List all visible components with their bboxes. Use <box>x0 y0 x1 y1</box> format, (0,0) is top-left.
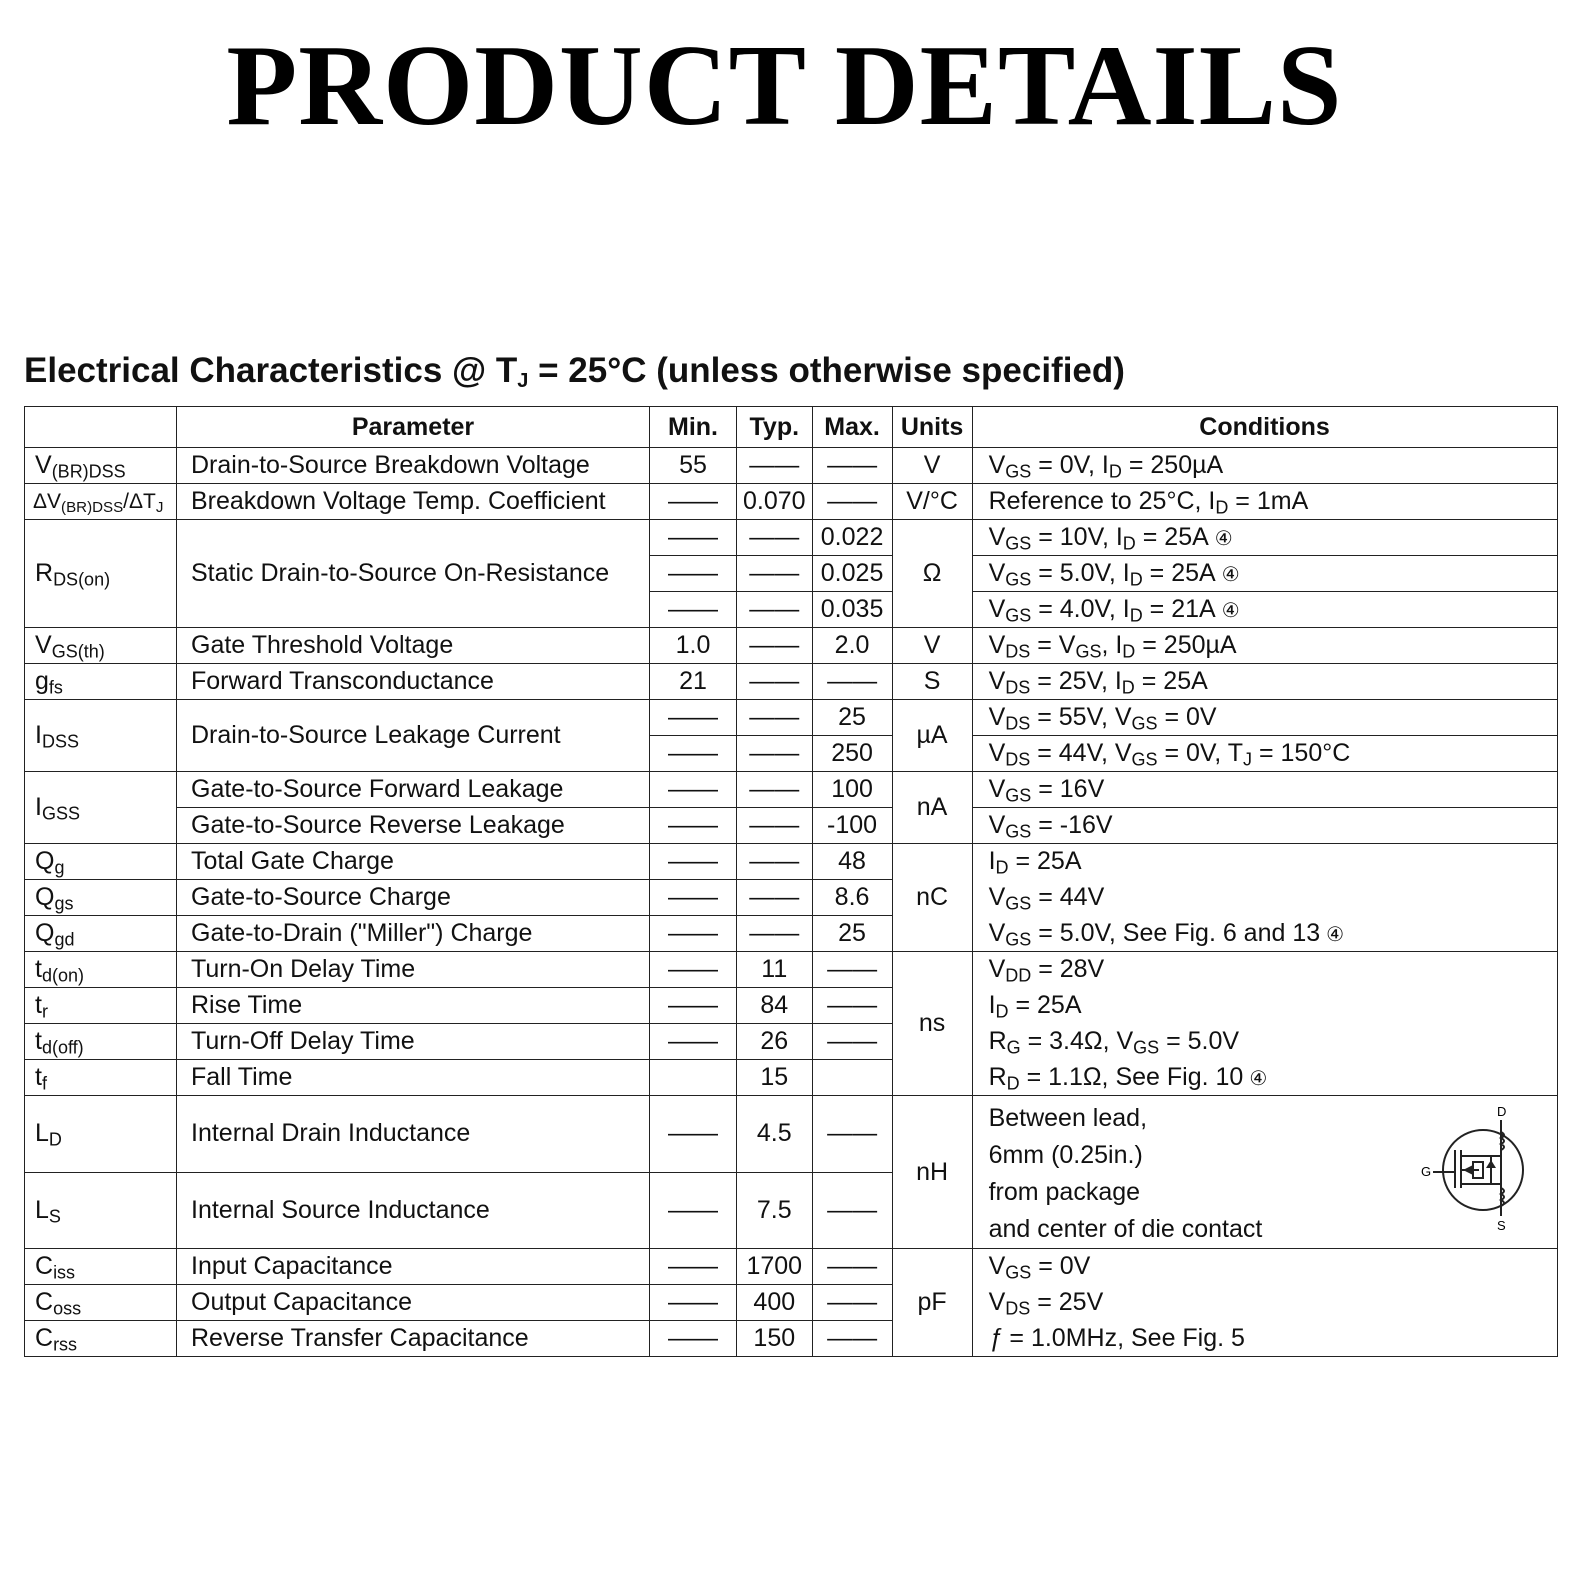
max-cell <box>812 1060 892 1096</box>
header-min: Min. <box>650 407 737 448</box>
conditions-cell: $I_D = 25A$ <box>972 844 1557 880</box>
table-row <box>25 844 1558 880</box>
parameter-cell: Gate-to-Drain ("Miller") Charge <box>177 916 650 952</box>
max-cell: 8.6 <box>812 880 892 916</box>
max-cell: —— <box>812 1285 892 1321</box>
drain-label: D <box>1496 1104 1506 1119</box>
source-label: S <box>1496 1218 1506 1232</box>
conditions-cell: $I_D = 25A$ <box>972 988 1557 1024</box>
typ-cell: —— <box>737 700 813 736</box>
table-row <box>25 520 1558 556</box>
parameter-cell: Drain-to-Source Leakage Current <box>177 700 650 772</box>
symbol-cell: $V_{(BR)DSS}$ <box>25 448 177 484</box>
symbol-cell: $C_{iss}$ <box>25 1249 177 1285</box>
min-cell: 55 <box>650 448 737 484</box>
typ-cell: —— <box>737 916 813 952</box>
units-cell: V <box>892 448 972 484</box>
symbol-cell: $t_f$ <box>25 1060 177 1096</box>
conditions-cell: $V_{DS} = V_{GS}$, $I_D = 250\mu A$ <box>972 628 1557 664</box>
symbol-cell: $C_{rss}$ <box>25 1321 177 1357</box>
conditions-cell: $R_D = 1.1\Omega$, See Fig. 10 ④ <box>972 1060 1557 1096</box>
min-cell: —— <box>650 988 737 1024</box>
table-row <box>25 700 1558 736</box>
symbol-cell: $t_{d(off)}$ <box>25 1024 177 1060</box>
parameter-cell: Breakdown Voltage Temp. Coefficient <box>177 484 650 520</box>
max-cell: 48 <box>812 844 892 880</box>
units-cell: nC <box>892 844 972 952</box>
conditions-cell: $V_{GS} = -16V$ <box>972 808 1557 844</box>
symbol-cell: $I_{DSS}$ <box>25 700 177 772</box>
units-cell: V/°C <box>892 484 972 520</box>
conditions-cell: $V_{GS} = 16V$ <box>972 772 1557 808</box>
typ-cell: 0.070 <box>737 484 813 520</box>
parameter-cell: Gate-to-Source Charge <box>177 880 650 916</box>
units-cell: µA <box>892 700 972 772</box>
parameter-cell: Gate Threshold Voltage <box>177 628 650 664</box>
symbol-cell: $I_{GSS}$ <box>25 772 177 844</box>
typ-cell: —— <box>737 664 813 700</box>
parameter-cell: Forward Transconductance <box>177 664 650 700</box>
table-row <box>25 628 1558 664</box>
max-cell: 0.035 <box>812 592 892 628</box>
max-cell: —— <box>812 484 892 520</box>
min-cell: —— <box>650 1172 737 1249</box>
max-cell: —— <box>812 448 892 484</box>
conditions-cell: $V_{GS} = 0V$ <box>972 1249 1557 1285</box>
conditions-cell: $V_{GS} = 44V$ <box>972 880 1557 916</box>
table-row <box>25 880 1558 916</box>
typ-cell: —— <box>737 556 813 592</box>
symbol-cell: $C_{oss}$ <box>25 1285 177 1321</box>
symbol-cell: $L_S$ <box>25 1172 177 1249</box>
condition-line: from package <box>988 1178 1141 1206</box>
typ-cell: —— <box>737 448 813 484</box>
max-cell: —— <box>812 1172 892 1249</box>
header-max: Max. <box>812 407 892 448</box>
symbol-cell: $Q_g$ <box>25 844 177 880</box>
max-cell: —— <box>812 1321 892 1357</box>
typ-cell: 15 <box>737 1060 813 1096</box>
typ-cell: 11 <box>737 952 813 988</box>
header-conditions: Conditions <box>972 407 1557 448</box>
units-cell: nH <box>892 1096 972 1249</box>
conditions-cell: $V_{GS} = 5.0V$, $I_D = 25A$ ④ <box>972 556 1557 592</box>
typ-cell: 4.5 <box>737 1096 813 1173</box>
min-cell <box>650 1060 737 1096</box>
table-row <box>25 1024 1558 1060</box>
min-cell: —— <box>650 952 737 988</box>
typ-cell: 1700 <box>737 1249 813 1285</box>
table-row <box>25 1096 1558 1173</box>
typ-cell: —— <box>737 736 813 772</box>
table-row <box>25 1249 1558 1285</box>
table-row <box>25 772 1558 808</box>
typ-cell: —— <box>737 592 813 628</box>
max-cell: —— <box>812 988 892 1024</box>
typ-cell: —— <box>737 844 813 880</box>
condition-line: 6mm (0.25in.) <box>988 1141 1143 1169</box>
conditions-cell: ƒ = 1.0MHz, See Fig. 5 <box>972 1321 1557 1357</box>
section-title: Electrical Characteristics @ $T_J = 25^\circ C$ (unless otherwise specified) <box>24 351 1125 392</box>
symbol-cell: $t_{d(on)}$ <box>25 952 177 988</box>
condition-line: Between lead, <box>988 1104 1148 1132</box>
max-cell: 2.0 <box>812 628 892 664</box>
typ-cell: 150 <box>737 1321 813 1357</box>
max-cell: 25 <box>812 916 892 952</box>
typ-cell: 84 <box>737 988 813 1024</box>
parameter-cell: Internal Source Inductance <box>177 1172 650 1249</box>
conditions-cell <box>972 1096 1557 1249</box>
min-cell: —— <box>650 736 737 772</box>
conditions-cell: $V_{DS} = 44V$, $V_{GS} = 0V$, $T_J = 150^\circ C$ <box>972 736 1557 772</box>
parameter-cell: Static Drain-to-Source On-Resistance <box>177 520 650 628</box>
parameter-cell: Drain-to-Source Breakdown Voltage <box>177 448 650 484</box>
symbol-cell: $V_{GS(th)}$ <box>25 628 177 664</box>
header-typ: Typ. <box>737 407 813 448</box>
typ-cell: —— <box>737 880 813 916</box>
units-cell: Ω <box>892 520 972 628</box>
symbol-cell: $L_D$ <box>25 1096 177 1173</box>
typ-cell: 7.5 <box>737 1172 813 1249</box>
header-symbol <box>25 407 177 448</box>
units-cell: V <box>892 628 972 664</box>
conditions-cell: $V_{DS} = 25V$, $I_D = 25A$ <box>972 664 1557 700</box>
parameter-cell: Output Capacitance <box>177 1285 650 1321</box>
mosfet-symbol-icon <box>1419 1104 1529 1232</box>
min-cell: —— <box>650 1096 737 1173</box>
max-cell: —— <box>812 1096 892 1173</box>
parameter-cell: Gate-to-Source Forward Leakage <box>177 772 650 808</box>
units-cell: pF <box>892 1249 972 1357</box>
min-cell: —— <box>650 1321 737 1357</box>
symbol-cell: $Q_{gs}$ <box>25 880 177 916</box>
table-row <box>25 808 1558 844</box>
table-row <box>25 988 1558 1024</box>
parameter-cell: Turn-On Delay Time <box>177 952 650 988</box>
max-cell: —— <box>812 664 892 700</box>
parameter-cell: Gate-to-Source Reverse Leakage <box>177 808 650 844</box>
min-cell: —— <box>650 1024 737 1060</box>
max-cell: 0.025 <box>812 556 892 592</box>
min-cell: —— <box>650 700 737 736</box>
header-row <box>25 407 1558 448</box>
conditions-cell: $V_{DS} = 55V$, $V_{GS} = 0V$ <box>972 700 1557 736</box>
electrical-characteristics-table <box>24 406 1558 1357</box>
max-cell: 250 <box>812 736 892 772</box>
table-row <box>25 484 1558 520</box>
conditions-cell: $V_{GS} = 4.0V$, $I_D = 21A$ ④ <box>972 592 1557 628</box>
max-cell: 25 <box>812 700 892 736</box>
typ-cell: 26 <box>737 1024 813 1060</box>
max-cell: —— <box>812 1024 892 1060</box>
min-cell: —— <box>650 520 737 556</box>
min-cell: —— <box>650 808 737 844</box>
parameter-cell: Turn-Off Delay Time <box>177 1024 650 1060</box>
parameter-cell: Internal Drain Inductance <box>177 1096 650 1173</box>
gate-label: G <box>1420 1164 1431 1179</box>
header-units: Units <box>892 407 972 448</box>
table-row <box>25 952 1558 988</box>
conditions-cell: $V_{DD} = 28V$ <box>972 952 1557 988</box>
symbol-cell: $Q_{gd}$ <box>25 916 177 952</box>
typ-cell: —— <box>737 772 813 808</box>
min-cell: —— <box>650 916 737 952</box>
min-cell: —— <box>650 880 737 916</box>
conditions-cell: $V_{GS} = 10V$, $I_D = 25A$ ④ <box>972 520 1557 556</box>
conditions-cell: $V_{DS} = 25V$ <box>972 1285 1557 1321</box>
table-row <box>25 448 1558 484</box>
min-cell: 1.0 <box>650 628 737 664</box>
typ-cell: —— <box>737 628 813 664</box>
parameter-cell: Input Capacitance <box>177 1249 650 1285</box>
min-cell: —— <box>650 1249 737 1285</box>
max-cell: —— <box>812 952 892 988</box>
symbol-cell: $g_{fs}$ <box>25 664 177 700</box>
table-row <box>25 1321 1558 1357</box>
units-cell: ns <box>892 952 972 1096</box>
units-cell: S <box>892 664 972 700</box>
typ-cell: 400 <box>737 1285 813 1321</box>
min-cell: —— <box>650 484 737 520</box>
typ-cell: —— <box>737 808 813 844</box>
parameter-cell: Total Gate Charge <box>177 844 650 880</box>
table-row <box>25 1060 1558 1096</box>
min-cell: —— <box>650 844 737 880</box>
parameter-cell: Fall Time <box>177 1060 650 1096</box>
parameter-cell: Reverse Transfer Capacitance <box>177 1321 650 1357</box>
conditions-cell: $R_G = 3.4\Omega$, $V_{GS} = 5.0V$ <box>972 1024 1557 1060</box>
max-cell: 100 <box>812 772 892 808</box>
min-cell: —— <box>650 592 737 628</box>
symbol-cell: $t_r$ <box>25 988 177 1024</box>
conditions-cell: Reference to 25°C, $I_D = 1mA$ <box>972 484 1557 520</box>
table-row <box>25 1285 1558 1321</box>
conditions-cell: $V_{GS} = 5.0V$, See Fig. 6 and 13 ④ <box>972 916 1557 952</box>
table-row <box>25 916 1558 952</box>
conditions-cell: $V_{GS} = 0V$, $I_D = 250\mu A$ <box>972 448 1557 484</box>
units-cell: nA <box>892 772 972 844</box>
table-row <box>25 664 1558 700</box>
max-cell: -100 <box>812 808 892 844</box>
typ-cell: —— <box>737 520 813 556</box>
max-cell: —— <box>812 1249 892 1285</box>
symbol-cell: $\Delta V_{(BR)DSS}/\Delta T_J$ <box>25 484 177 520</box>
header-parameter: Parameter <box>177 407 650 448</box>
symbol-cell: $R_{DS(on)}$ <box>25 520 177 628</box>
min-cell: —— <box>650 772 737 808</box>
page-title: PRODUCT DETAILS <box>226 22 1343 150</box>
max-cell: 0.022 <box>812 520 892 556</box>
min-cell: 21 <box>650 664 737 700</box>
parameter-cell: Rise Time <box>177 988 650 1024</box>
condition-line: and center of die contact <box>988 1215 1263 1243</box>
min-cell: —— <box>650 556 737 592</box>
min-cell: —— <box>650 1285 737 1321</box>
